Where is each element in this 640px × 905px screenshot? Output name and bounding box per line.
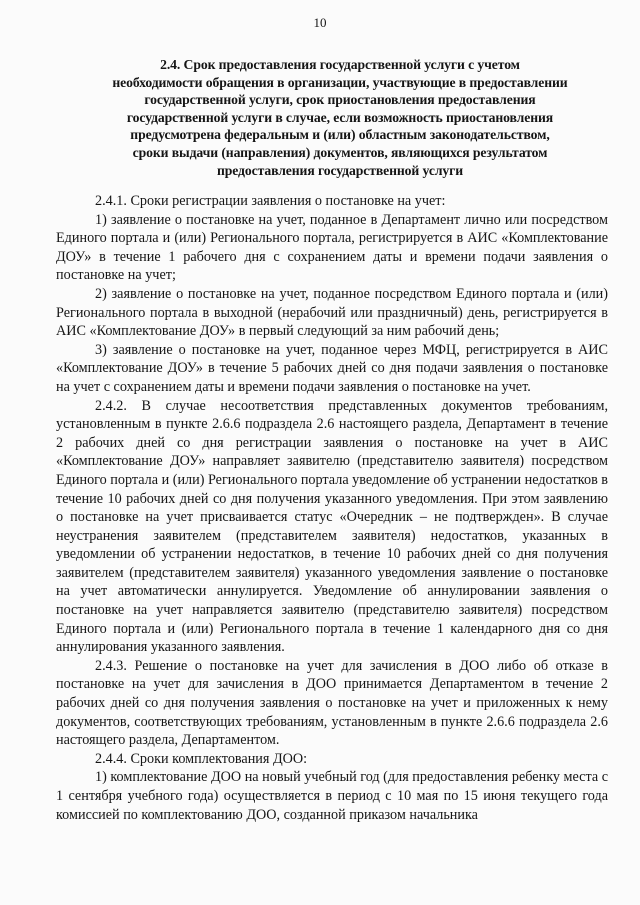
- heading-line: необходимости обращения в организации, участвующие в предоставлении: [112, 74, 568, 90]
- heading-line: государственной услуги в случае, если возможность приостановления: [126, 109, 554, 125]
- heading-line: государственной услуги, срок приостановления предоставления: [144, 92, 536, 108]
- heading-line: предусмотрена федеральным и (или) областным законодательством,: [130, 127, 550, 143]
- paragraph-2-4-4: 2.4.4. Сроки комплектования ДОО:: [95, 750, 308, 767]
- heading-line: предоставления государственной услуги: [216, 162, 464, 178]
- paragraph-2-4-2: 2.4.2. В случае несоответствия представленных документов требованиям, установленным в пункте 2.6.6 подраздела 2.6 настоящего раздела, Департамент в течение 2 рабочих дней со дня регистрации заявления о постановке на учет в АИС «Комплектование ДОУ» направляет заявителю (представителю заявителя) посредством Единого портала и (или) Регионального портала уведомление об устранении недостатков в течение 10 рабочих дней со дня получения указанного уведомления. При этом заявлению о постановке на учет присваивается статус «Очередник – не подтвержден». В случае неустранения заявителем (представителем заявителя) недостатков, указанных в уведомлении об устранении недостатков, в течение 10 рабочих дней со дня получения заявителем (представителем заявителя) указанного уведомления заявление о постановке на учет автоматически аннулируется. Уведомление об аннулировании заявления о постановке на учет направляется заявителю (представителю заявителя) посредством Единого портала и (или) Регионального портала в течение 1 календарного дня со дня аннулирования указанного заявления.: [56, 397, 609, 656]
- page-number: 10: [313, 15, 327, 30]
- list-item-3: 3) заявление о постановке на учет, поданное через МФЦ, регистрируется в АИС «Комплектование ДОУ» в течение 5 рабочих дней со дня подачи заявления о постановке на учет с сохранением даты и времени подачи заявления о постановке на учет.: [56, 341, 608, 395]
- document-body: [56, 192, 608, 824]
- heading-line: 2.4. Срок предоставления государственной услуги с учетом: [160, 57, 520, 72]
- heading-line: сроки выдачи (направления) документов, являющихся результатом: [132, 144, 548, 160]
- section-heading: [84, 56, 596, 179]
- list-item-1: 1) заявление о постановке на учет, поданное в Департамент лично или посредством Единого портала и (или) Регионального портала, регистрируется в АИС «Комплектование ДОУ» в течение 1 рабочего дня с сохранением даты и времени подачи заявления о постановке на учет;: [56, 211, 608, 284]
- paragraph-2-4-1: 2.4.1. Сроки регистрации заявления о постановке на учет:: [95, 193, 446, 209]
- list-item-2: 2) заявление о постановке на учет, поданное посредством Единого портала и (или) Регионального портала в выходной (нерабочий или праздничный) день, регистрируется в АИС «Комплектование ДОУ» в первый следующий за ним рабочий день;: [56, 285, 608, 340]
- list-item-1-komplektovanie: 1) комплектование ДОО на новый учебный год (для предоставления ребенку места с 1 сентября учебного года) осуществляется в период с 10 мая по 15 июня текущего года комиссией по комплектованию ДОО, созданной приказом начальника: [56, 769, 608, 823]
- paragraph-2-4-3: 2.4.3. Решение о постановке на учет для зачисления в ДОО либо об отказе в постановке на учет для зачисления в ДОО принимается Департаментом в течение 2 рабочих дней со дня получения заявления о постановке на учет и приложенных к нему документов, соответствующих требованиям, установленным в пункте 2.6.6 подраздела 2.6 настоящего раздела, Департаментом.: [56, 657, 608, 749]
